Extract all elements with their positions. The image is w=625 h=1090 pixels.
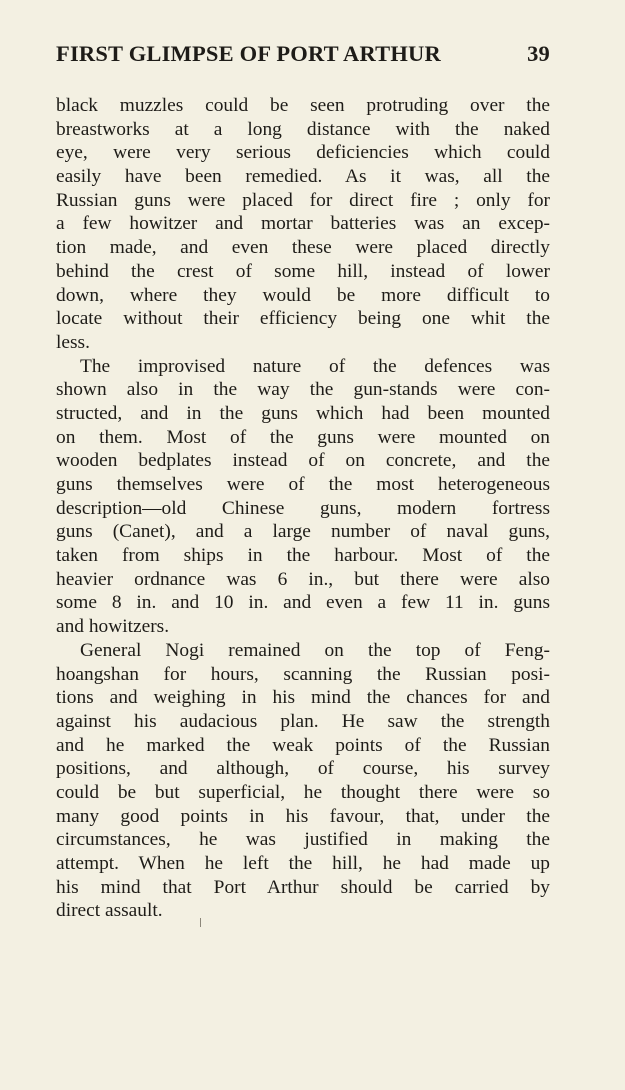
text-line: against his audacious plan. He saw the strength <box>56 710 550 732</box>
text-line: some 8 in. and 10 in. and even a few 11 in. guns <box>56 592 550 614</box>
text-line: Russian guns were placed for direct fire ; only for <box>56 189 550 211</box>
text-line: shown also in the way the gun-stands were con- <box>56 379 550 401</box>
text-line: heavier ordnance was 6 in., but there were also <box>56 568 550 590</box>
book-page <box>56 40 550 923</box>
text-line: behind the crest of some hill, instead of lower <box>56 260 550 282</box>
text-line: locate without their efficiency being one whit the <box>56 308 550 330</box>
text-line: on them. Most of the guns were mounted on <box>56 426 550 448</box>
text-line: description—old Chinese guns, modern fortress <box>56 497 550 519</box>
text-line: positions, and although, of course, his survey <box>56 758 550 780</box>
text-line: black muzzles could be seen protruding over the <box>56 95 550 116</box>
text-line: less. <box>56 331 90 353</box>
page-number: 39 <box>527 41 550 66</box>
text-line: easily have been remedied. As it was, all the <box>56 166 550 188</box>
text-line: and howitzers. <box>56 616 170 638</box>
text-line: guns themselves were of the most heterogeneous <box>56 474 550 495</box>
text-line: guns (Canet), and a large number of naval guns, <box>56 521 550 543</box>
text-line: taken from ships in the harbour. Most of the <box>56 545 550 567</box>
text-line: and he marked the weak points of the Russian <box>56 734 550 756</box>
chapter-title: FIRST GLIMPSE OF PORT ARTHUR <box>56 41 441 66</box>
text-line: circumstances, he was justified in making the <box>56 829 550 851</box>
print-mark <box>200 918 201 927</box>
text-line: structed, and in the guns which had been mounted <box>56 402 550 424</box>
text-line: direct assault. <box>56 900 163 922</box>
text-line: his mind that Port Arthur should be carried by <box>56 876 550 898</box>
paragraph <box>56 94 550 355</box>
text-line: attempt. When he left the hill, he had made up <box>56 853 550 874</box>
text-line: a few howitzer and mortar batteries was an excep- <box>56 213 550 235</box>
text-line: hoangshan for hours, scanning the Russian posi- <box>56 663 550 685</box>
text-line: General Nogi remained on the top of Feng- <box>80 639 550 661</box>
text-line: eye, were very serious deficiencies which could <box>56 142 550 164</box>
body-text <box>56 94 550 923</box>
paragraph <box>56 355 550 639</box>
text-line: The improvised nature of the defences was <box>80 355 550 377</box>
text-line: breastworks at a long distance with the naked <box>56 118 550 140</box>
text-line: tions and weighing in his mind the chances for and <box>56 687 550 709</box>
text-line: tion made, and even these were placed directly <box>56 237 550 259</box>
running-head <box>56 40 550 76</box>
paragraph <box>56 639 550 923</box>
text-line: wooden bedplates instead of on concrete, and the <box>56 450 550 472</box>
text-line: many good points in his favour, that, under the <box>56 805 550 827</box>
text-line: down, where they would be more difficult to <box>56 284 550 306</box>
text-line: could be but superficial, he thought there were so <box>56 781 550 803</box>
